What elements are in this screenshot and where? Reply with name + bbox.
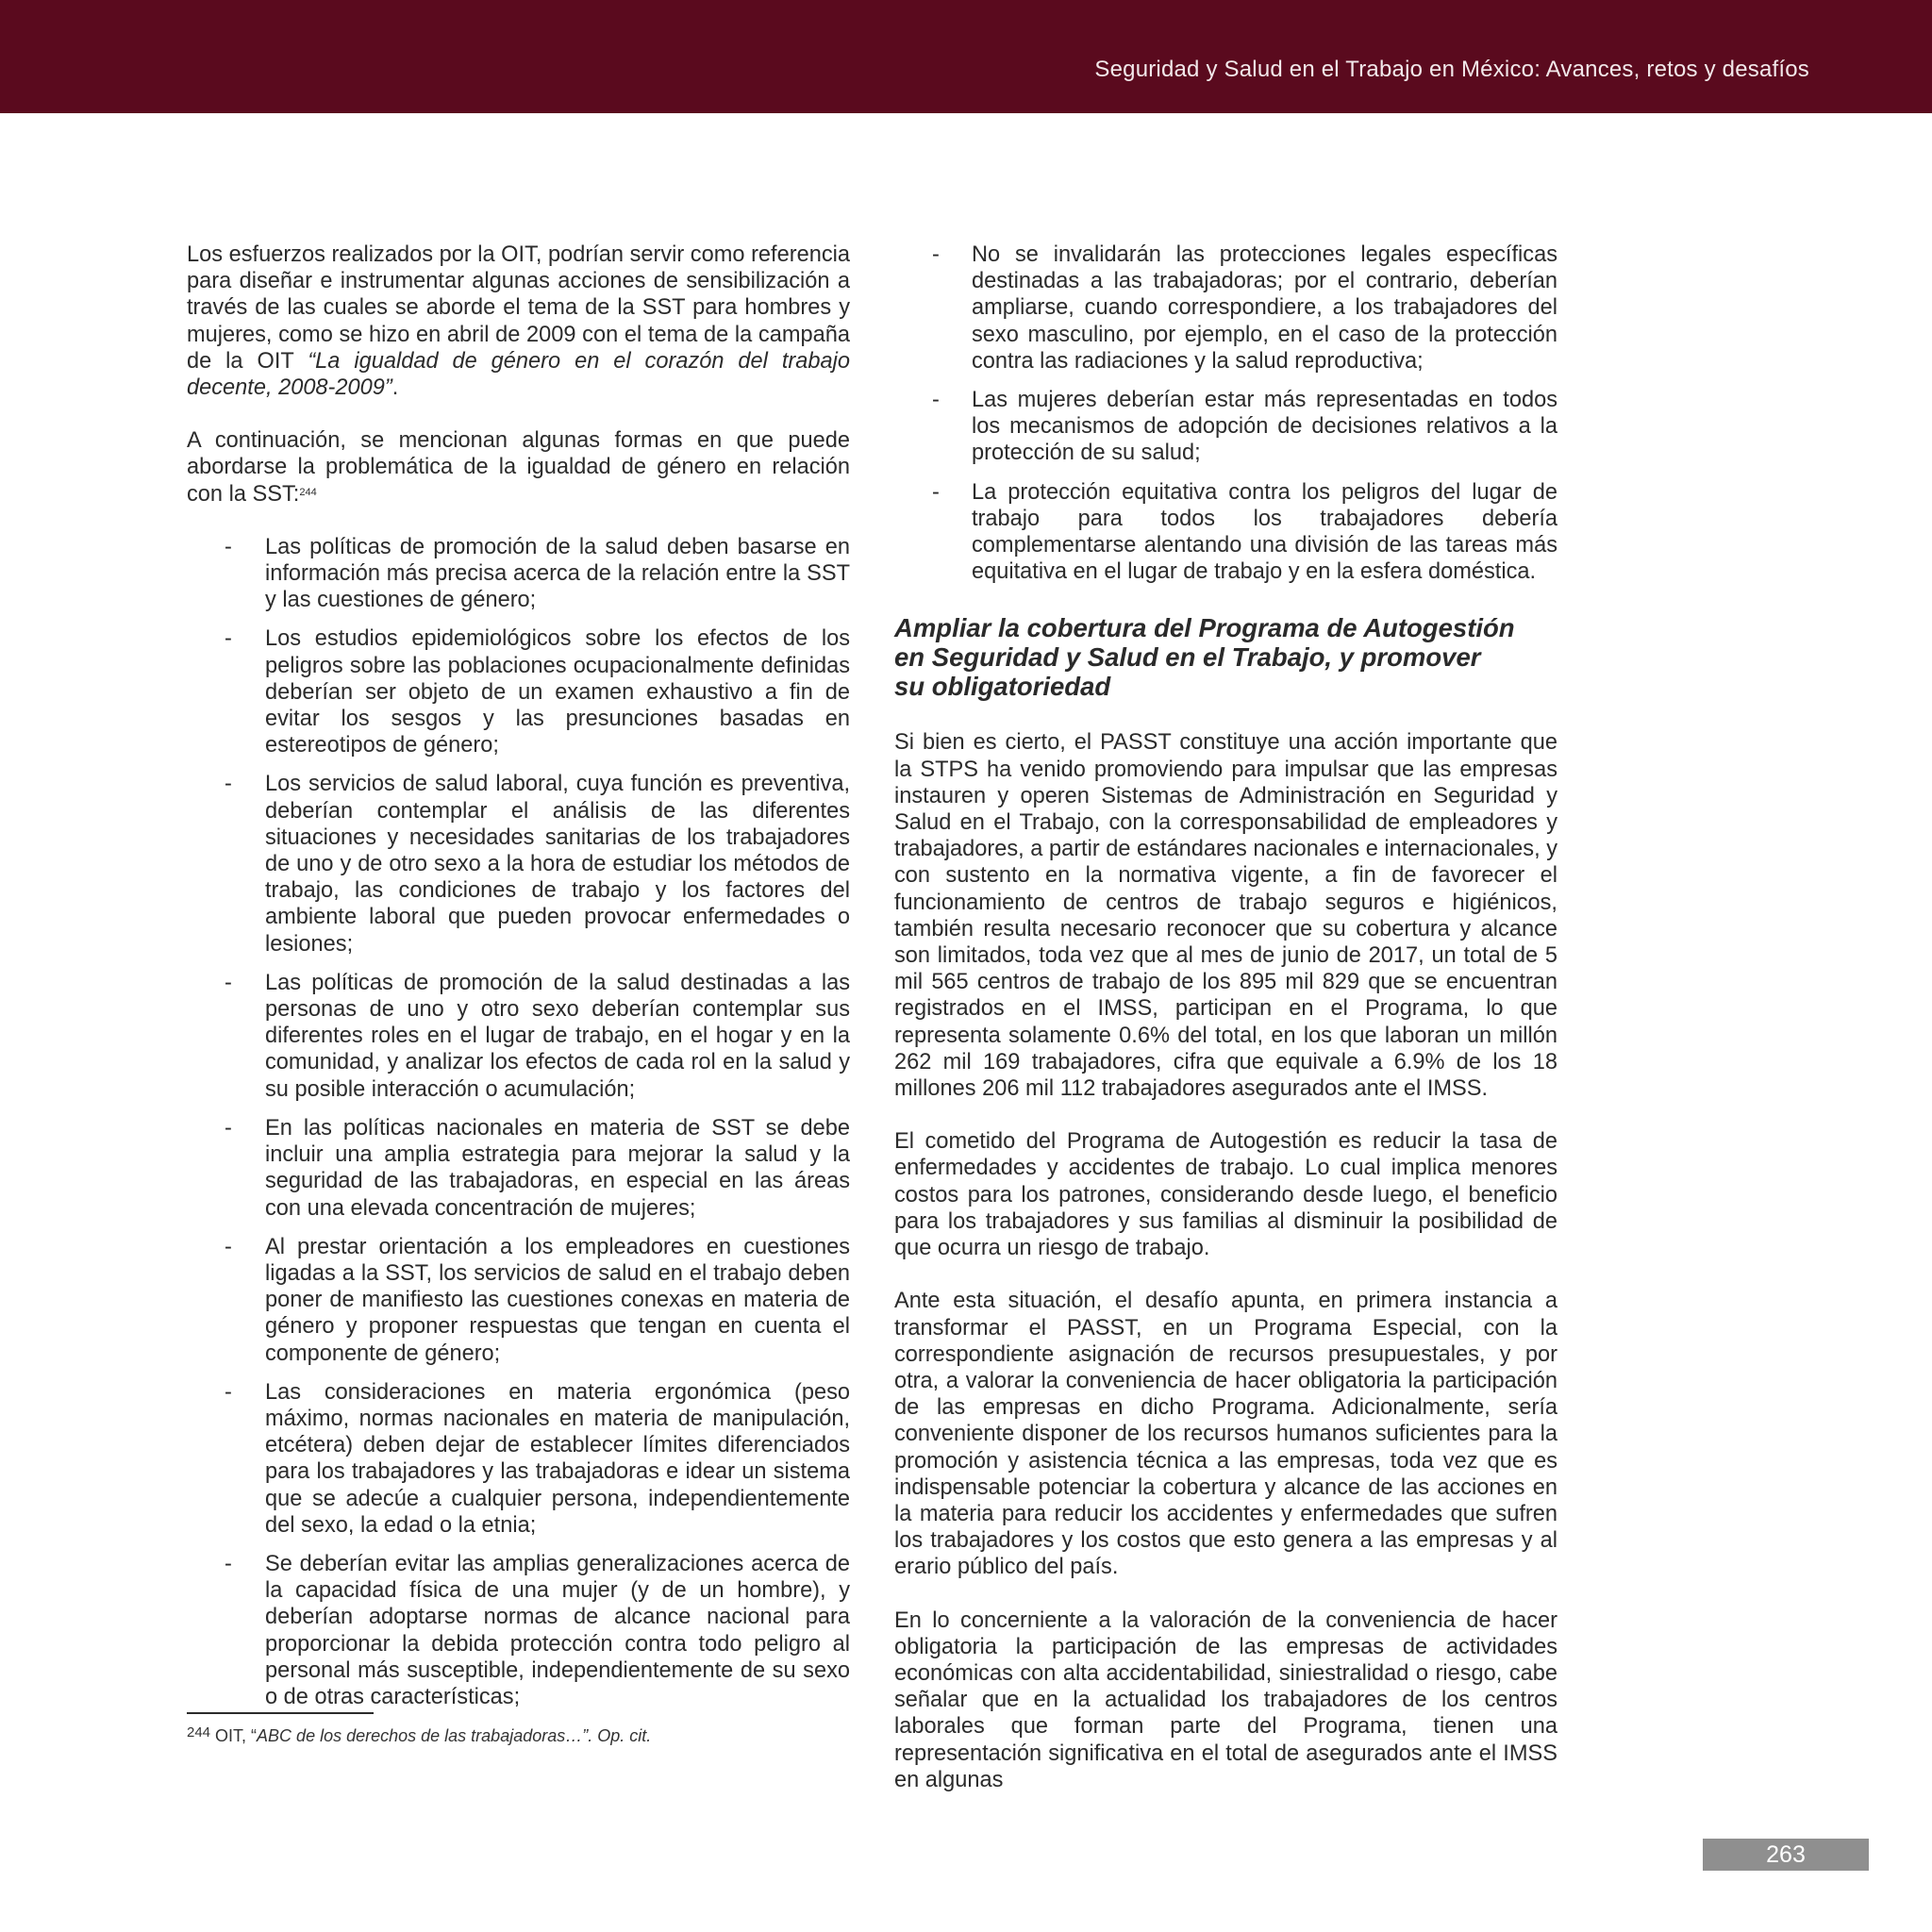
section-heading: Ampliar la cobertura del Programa de Autogestión en Seguridad y Salud en el Trabajo, y promover su obligatoriedad: [894, 613, 1515, 702]
running-header-title: Seguridad y Salud en el Trabajo en México: Avances, retos y desafíos: [1094, 57, 1809, 82]
list-item: [894, 387, 1557, 467]
list-item-text: Al prestar orientación a los empleadores en cuestiones ligadas a la SST, los servicios de salud en el trabajo deben poner de manifiesto las cuestiones conexas en materia de género y proponer respuestas que tengan en cuenta el componente de género;: [265, 1234, 850, 1366]
list-item-text: La protección equitativa contra los peligros del lugar de trabajo para todos los trabajadores debería complementarse alentando una división de las tareas más equitativa en el lugar de trabajo y en la esfera doméstica.: [972, 479, 1557, 585]
list-item-text: Las consideraciones en materia ergonómica (peso máximo, normas nacionales en materia de manipulación, etcétera) deben dejar de establecer límites diferenciados para los trabajadores y las trabajadoras e idear un sistema que se adecúe a cualquier persona, independientemente del sexo, la edad o la etnia;: [265, 1379, 850, 1538]
body-paragraph: El cometido del Programa de Autogestión es reducir la tasa de enfermedades y accidentes de trabajo. Lo cual implica menores costos para los patrones, considerando desde luego, el beneficio para los trabajadores y sus familias al disminuir la posibilidad de que ocurra un riesgo de trabajo.: [894, 1129, 1557, 1261]
dash-marker: -: [225, 534, 232, 559]
page-number-box: [1703, 1839, 1869, 1871]
dash-marker: -: [225, 1115, 232, 1141]
left-column: [187, 242, 850, 1723]
dash-marker: -: [225, 1551, 232, 1576]
list-item: [187, 1234, 850, 1367]
footnote-number: 244: [187, 1724, 211, 1740]
dash-marker: -: [225, 970, 232, 995]
list-item: [187, 771, 850, 957]
list-item-text: Las mujeres deberían estar más representadas en todos los mecanismos de adopción de decisiones relativos a la protección de su salud;: [972, 388, 1557, 466]
list-item: [894, 479, 1557, 586]
list-item: [894, 242, 1557, 375]
campaign-title: “La igualdad de género en el corazón del trabajo decente, 2008-2009”: [187, 348, 850, 401]
dash-marker: -: [225, 1379, 232, 1405]
list-item-text: Los servicios de salud laboral, cuya función es preventiva, deberían contemplar el análisis de las diferentes situaciones y necesidades sanitarias de los trabajadores de uno y de otro sexo a la hora de estudiar los métodos de trabajo, las condiciones de trabajo y los factores del ambiente laboral que pueden provocar enfermedades o lesiones;: [265, 772, 850, 957]
list-intro-text: A continuación, se mencionan algunas formas en que puede abordarse la problemática de la igualdad de género en relación con la SST:: [187, 428, 850, 507]
list-item: [187, 1115, 850, 1222]
list-item: [187, 534, 850, 614]
footnote-reference[interactable]: 244: [299, 486, 317, 498]
list-intro-paragraph: [187, 427, 850, 508]
list-item-text: No se invalidarán las protecciones legales específicas destinadas a las trabajadoras; por el contrario, deberían ampliarse, cuando correspondiere, a los trabajadores del sexo masculino, por ejemplo, en el caso de la protección contra las radiaciones y la salud reproductiva;: [972, 242, 1557, 374]
intro-paragraph-text: Los esfuerzos realizados por la OIT, podrían servir como referencia para diseñar e instrumentar algunas acciones de sensibilización a través de las cuales se aborde el tema de la SST para hombres y mujeres, como se hizo en abril de 2009 con el tema de la campaña de la OIT: [187, 242, 850, 374]
gender-sst-list: [187, 534, 850, 1710]
list-item-text: Las políticas de promoción de la salud deben basarse en información más precisa acerca de la relación entre la SST y las cuestiones de género;: [265, 534, 850, 613]
header-bar: [0, 0, 1932, 113]
list-item-text: Las políticas de promoción de la salud destinadas a las personas de uno y otro sexo deberían contemplar sus diferentes roles en el lugar de trabajo, en el hogar y en la comunidad, y analizar los efectos de cada rol en la salud y su posible interacción o acumulación;: [265, 970, 850, 1102]
list-item-text: En las políticas nacionales en materia de SST se debe incluir una amplia estrategia para mejorar la salud y la seguridad de las trabajadoras, en especial en las áreas con una elevada concentración de mujeres;: [265, 1115, 850, 1221]
footnote-citation: ABC de los derechos de las trabajadoras…”. Op. cit.: [257, 1726, 652, 1745]
dash-marker: -: [932, 479, 940, 505]
footnote-divider: [187, 1712, 374, 1714]
intro-paragraph-end: .: [391, 375, 399, 401]
list-item-text: Se deberían evitar las amplias generalizaciones acerca de la capacidad física de una mujer (y de un hombre), y deberían adoptarse normas de alcance nacional para proporcionar la debida protección contra todo peligro al personal más susceptible, independientemente de su sexo o de otras características;: [265, 1551, 850, 1709]
dash-marker: -: [932, 388, 940, 413]
footnote: [187, 1725, 651, 1748]
body-paragraph: Ante esta situación, el desafío apunta, en primera instancia a transformar el PASST, en un Programa Especial, con la correspondiente asignación de recursos presupuestales, y por otra, a valorar la conveniencia de hacer obligatoria la participación de las empresas en dicho Programa. Adicionalmente, sería conveniente disponer de los recursos humanos suficientes para la promoción y asistencia técnica a las empresas, toda vez que es indispensable potenciar la cobertura y alcance de las acciones en la materia para reducir los accidentes y enfermedades que sufren los trabajadores y los costos que esto genera a las empresas y al erario público del país.: [894, 1289, 1557, 1580]
list-item-text: Los estudios epidemiológicos sobre los efectos de los peligros sobre las poblaciones ocupacionalmente definidas deberían ser objeto de un examen exhaustivo a fin de evitar los sesgos y las presunciones basadas en estereotipos de género;: [265, 626, 850, 758]
footnote-text: OIT, “: [215, 1726, 258, 1745]
list-item: [187, 1379, 850, 1539]
body-paragraph: Si bien es cierto, el PASST constituye una acción importante que la STPS ha venido promoviendo para impulsar que las empresas instauren y operen Sistemas de Administración en Seguridad y Salud en el Trabajo, con la corresponsabilidad de empleadores y trabajadores, a partir de estándares nacionales e internacionales, y con sustento en la normativa vigente, a fin de favorecer el funcionamiento de centros de trabajo seguros e higiénicos, también resulta necesario reconocer que su cobertura y alcance son limitados, toda vez que al mes de junio de 2017, un total de 5 mil 565 centros de trabajo de los 895 mil 829 que se encuentran registrados en el IMSS, participan en el Programa, lo que representa solamente 0.6% del total, en los que laboran un millón 262 mil 169 trabajadores, cifra que equivale a 6.9% de los 18 millones 206 mil 112 trabajadores asegurados ante el IMSS.: [894, 730, 1557, 1102]
list-item: [187, 970, 850, 1103]
page-number: 263: [1766, 1841, 1806, 1868]
list-item: [187, 1551, 850, 1710]
dash-marker: -: [225, 626, 232, 652]
dash-marker: -: [932, 242, 940, 267]
list-item: [187, 625, 850, 758]
body-paragraph: En lo concerniente a la valoración de la conveniencia de hacer obligatoria la participación de las empresas de actividades económicas con alta accidentabilidad, siniestralidad o riesgo, cabe señalar que en la actualidad los trabajadores de los centros laborales que forman parte del Programa, tienen una representación significativa en el total de asegurados ante el IMSS en algunas: [894, 1607, 1557, 1792]
dash-marker: -: [225, 1234, 232, 1259]
gender-sst-list-continued: [894, 242, 1557, 585]
intro-paragraph: [187, 242, 850, 401]
right-column: [894, 242, 1557, 1793]
dash-marker: -: [225, 772, 232, 797]
